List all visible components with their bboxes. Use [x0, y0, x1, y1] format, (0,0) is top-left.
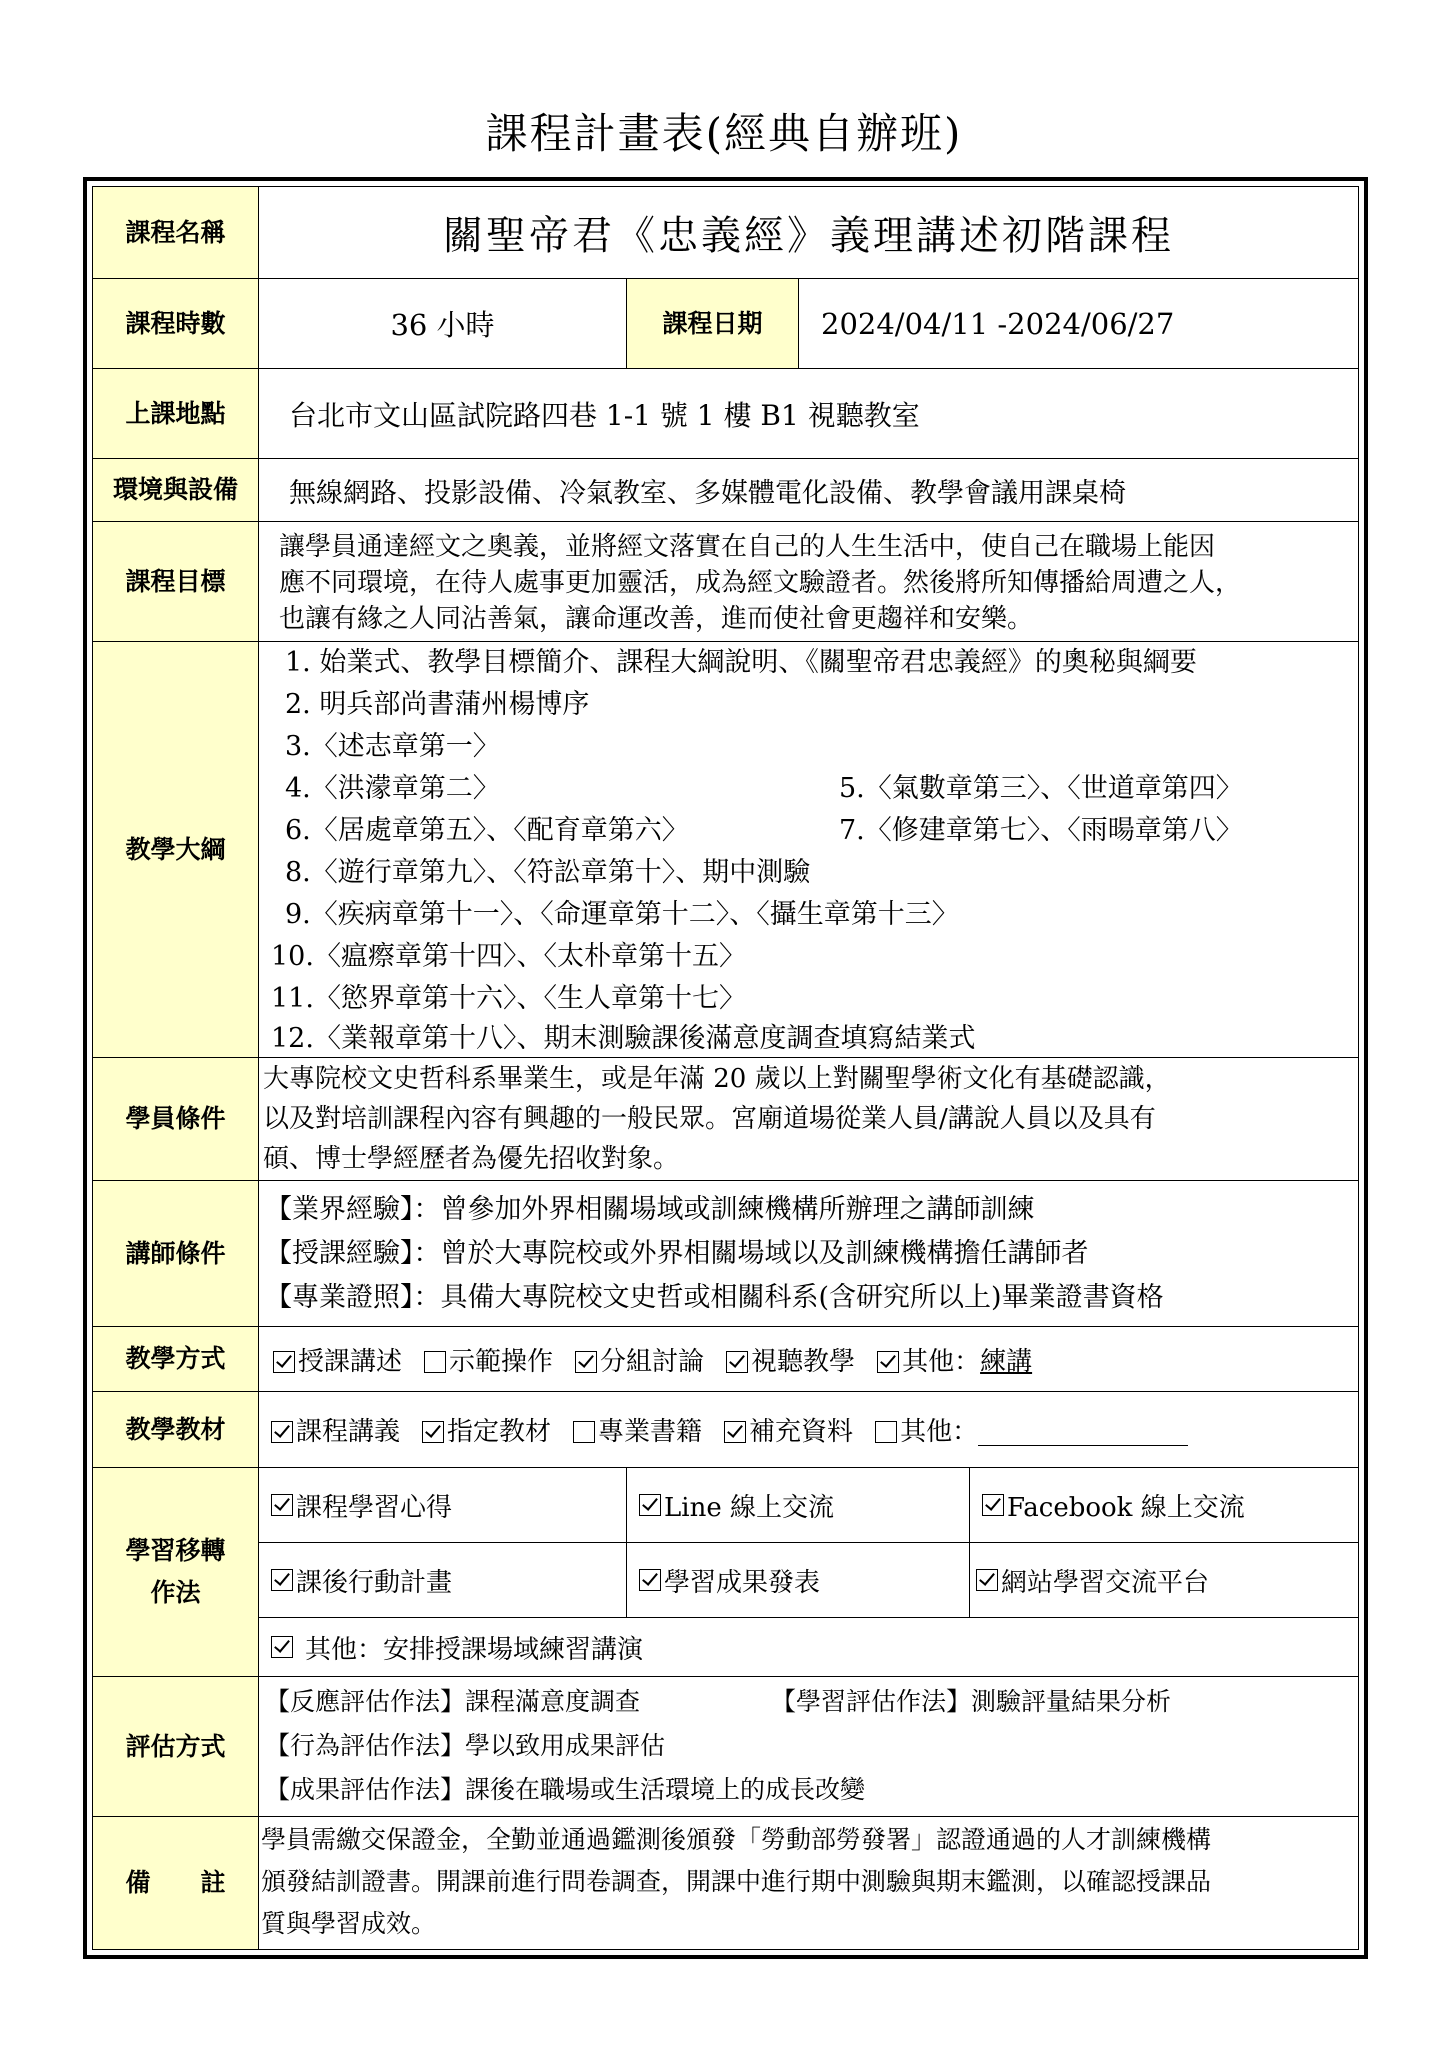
- student-label: 學員條件: [92, 1057, 259, 1181]
- location-label: 上課地點: [92, 368, 259, 459]
- date-value: 2024/04/11 -2024/06/27: [798, 278, 1359, 369]
- checkbox-empty-icon: [424, 1351, 446, 1373]
- hours-label: 課程時數: [92, 278, 259, 369]
- checkbox-checked-icon: [724, 1421, 746, 1443]
- materials-option[interactable]: 課程講義: [271, 1411, 400, 1448]
- checkbox-checked-icon: [639, 1569, 661, 1591]
- checkbox-empty-icon: [573, 1421, 595, 1443]
- student-line: 以及對培訓課程內容有興趣的一般民眾。宮廟道場從業人員/講說人員以及具有: [263, 1104, 1156, 1134]
- checkbox-checked-icon: [877, 1351, 899, 1373]
- teacher-line: 【業界經驗】：曾參加外界相關場域或訓練機構所辦理之講師訓練: [265, 1194, 1035, 1225]
- remarks-label: 備 註: [92, 1816, 259, 1950]
- transfer-option[interactable]: Line 線上交流: [626, 1467, 970, 1543]
- checkbox-checked-icon: [271, 1569, 293, 1591]
- materials-option[interactable]: 補充資料: [724, 1411, 853, 1448]
- location-value: 台北市文山區試院路四巷 1-1 號 1 樓 B1 視聽教室: [258, 368, 1359, 459]
- materials-other-blank[interactable]: [978, 1421, 1188, 1446]
- teacher-line: 【專業證照】：具備大專院校文史哲或相關科系(含研究所以上)畢業證書資格: [265, 1282, 1164, 1313]
- outline-item: 5.〈氣數章第三〉、〈世道章第四〉: [839, 773, 1243, 804]
- course-name-value: 關聖帝君《忠義經》義理講述初階課程: [258, 186, 1359, 279]
- outline-cell: [258, 641, 1359, 1058]
- evaluation-line: 【反應評估作法】課程滿意度調查: [265, 1687, 641, 1716]
- objective-cell: [258, 521, 1359, 642]
- outline-item: 9.〈疾病章第十一〉、〈命運章第十二〉、〈攝生章第十三〉: [285, 899, 959, 930]
- objective-line: 也讓有緣之人同沾善氣，讓命運改善，進而使社會更趨祥和安樂。: [279, 604, 1034, 634]
- remarks-line: 質與學習成效。: [261, 1909, 437, 1938]
- teacher-cell: [258, 1180, 1359, 1327]
- outline-item: 1. 始業式、教學目標簡介、課程大綱說明、《關聖帝君忠義經》的奧秘與綱要: [285, 647, 1197, 678]
- checkbox-checked-icon: [273, 1351, 295, 1373]
- transfer-option[interactable]: 學習成果發表: [626, 1542, 970, 1618]
- materials-option[interactable]: 指定教材: [422, 1411, 551, 1448]
- materials-label: 教學教材: [92, 1391, 259, 1468]
- outline-item: 8.〈遊行章第九〉、〈符訟章第十〉、期中測驗: [285, 857, 811, 888]
- teacher-label: 講師條件: [92, 1180, 259, 1327]
- checkbox-checked-icon: [976, 1569, 998, 1591]
- outline-item: 3.〈述志章第一〉: [285, 731, 500, 762]
- outline-item: 6.〈居處章第五〉、〈配育章第六〉: [285, 815, 689, 846]
- checkbox-checked-icon: [639, 1494, 661, 1516]
- document-title: 課程計畫表(經典自辦班): [485, 109, 963, 158]
- student-cell: [258, 1057, 1359, 1181]
- transfer-option[interactable]: Facebook 線上交流: [969, 1467, 1359, 1543]
- evaluation-line: 【行為評估作法】學以致用成果評估: [265, 1731, 666, 1760]
- student-line: 碩、博士學經歷者為優先招收對象。: [263, 1144, 680, 1174]
- transfer-option[interactable]: 課後行動計畫: [258, 1542, 627, 1618]
- evaluation-line: 【學習評估作法】測驗評量結果分析: [771, 1687, 1172, 1716]
- remarks-line: 頒發結訓證書。開課前進行問卷調查，開課中進行期中測驗與期末鑑測，以確認授課品: [261, 1867, 1212, 1896]
- checkbox-checked-icon: [271, 1494, 293, 1516]
- date-label: 課程日期: [626, 278, 799, 369]
- evaluation-cell: [258, 1676, 1359, 1817]
- outline-item: 2. 明兵部尚書蒲州楊博序: [285, 689, 590, 720]
- course-name-label: 課程名稱: [92, 186, 259, 279]
- checkbox-checked-icon: [271, 1421, 293, 1443]
- student-line: 大專院校文史哲科系畢業生，或是年滿 20 歲以上對關聖學術文化有基礎認識，: [263, 1064, 1171, 1094]
- environment-label: 環境與設備: [92, 458, 259, 522]
- transfer-option[interactable]: 課程學習心得: [258, 1467, 627, 1543]
- materials-option[interactable]: 專業書籍: [573, 1411, 702, 1448]
- outline-item: 4.〈洪濛章第二〉: [285, 773, 500, 804]
- remarks-cell: [258, 1816, 1359, 1950]
- hours-value: 36 小時: [258, 278, 627, 369]
- method-label: 教學方式: [92, 1326, 259, 1392]
- objective-line: 讓學員通達經文之奧義，並將經文落實在自己的人生生活中，使自己在職場上能因: [279, 532, 1216, 562]
- outline-item: 7.〈修建章第七〉、〈雨暘章第八〉: [839, 815, 1243, 846]
- teacher-line: 【授課經驗】：曾於大專院校或外界相關場域以及訓練機構擔任講師者: [265, 1238, 1089, 1269]
- outline-item: 12.〈業報章第十八〉、期末測驗課後滿意度調查填寫結業式: [271, 1023, 976, 1054]
- method-option[interactable]: 視聽教學: [726, 1341, 855, 1378]
- transfer-other-option[interactable]: 其他：安排授課場域練習講演: [258, 1617, 1359, 1677]
- transfer-option[interactable]: 網站學習交流平台: [969, 1542, 1359, 1618]
- method-option[interactable]: 分組討論: [575, 1341, 704, 1378]
- outline-item: 10.〈瘟瘵章第十四〉、〈太朴章第十五〉: [271, 941, 746, 972]
- objective-label: 課程目標: [92, 521, 259, 642]
- checkbox-empty-icon: [875, 1421, 897, 1443]
- method-cell: [258, 1326, 1359, 1392]
- outline-label: 教學大綱: [92, 641, 259, 1058]
- checkbox-checked-icon: [726, 1351, 748, 1373]
- materials-cell: [258, 1391, 1359, 1468]
- method-other-value: 練講: [980, 1346, 1033, 1377]
- materials-option[interactable]: 其他：: [875, 1411, 1188, 1448]
- checkbox-checked-icon: [422, 1421, 444, 1443]
- evaluation-line: 【成果評估作法】課後在職場或生活環境上的成長改變: [265, 1775, 866, 1804]
- evaluation-label: 評估方式: [92, 1676, 259, 1817]
- remarks-line: 學員需繳交保證金，全勤並通過鑑測後頒發「勞動部勞發署」認證通過的人才訓練機構: [261, 1825, 1212, 1854]
- checkbox-checked-icon: [575, 1351, 597, 1373]
- method-option[interactable]: 授課講述: [273, 1341, 402, 1378]
- method-option[interactable]: 示範操作: [424, 1341, 553, 1378]
- checkbox-checked-icon: [271, 1636, 293, 1658]
- outline-item: 11.〈慾界章第十六〉、〈生人章第十七〉: [271, 983, 746, 1014]
- method-option[interactable]: 其他：練講: [877, 1341, 1032, 1378]
- transfer-label: 學習移轉 作法: [92, 1467, 259, 1677]
- checkbox-checked-icon: [982, 1494, 1004, 1516]
- objective-line: 應不同環境，在待人處事更加靈活，成為經文驗證者。然後將所知傳播給周遭之人，: [279, 568, 1242, 598]
- environment-value: 無線網路、投影設備、冷氣教室、多媒體電化設備、教學會議用課桌椅: [258, 458, 1359, 522]
